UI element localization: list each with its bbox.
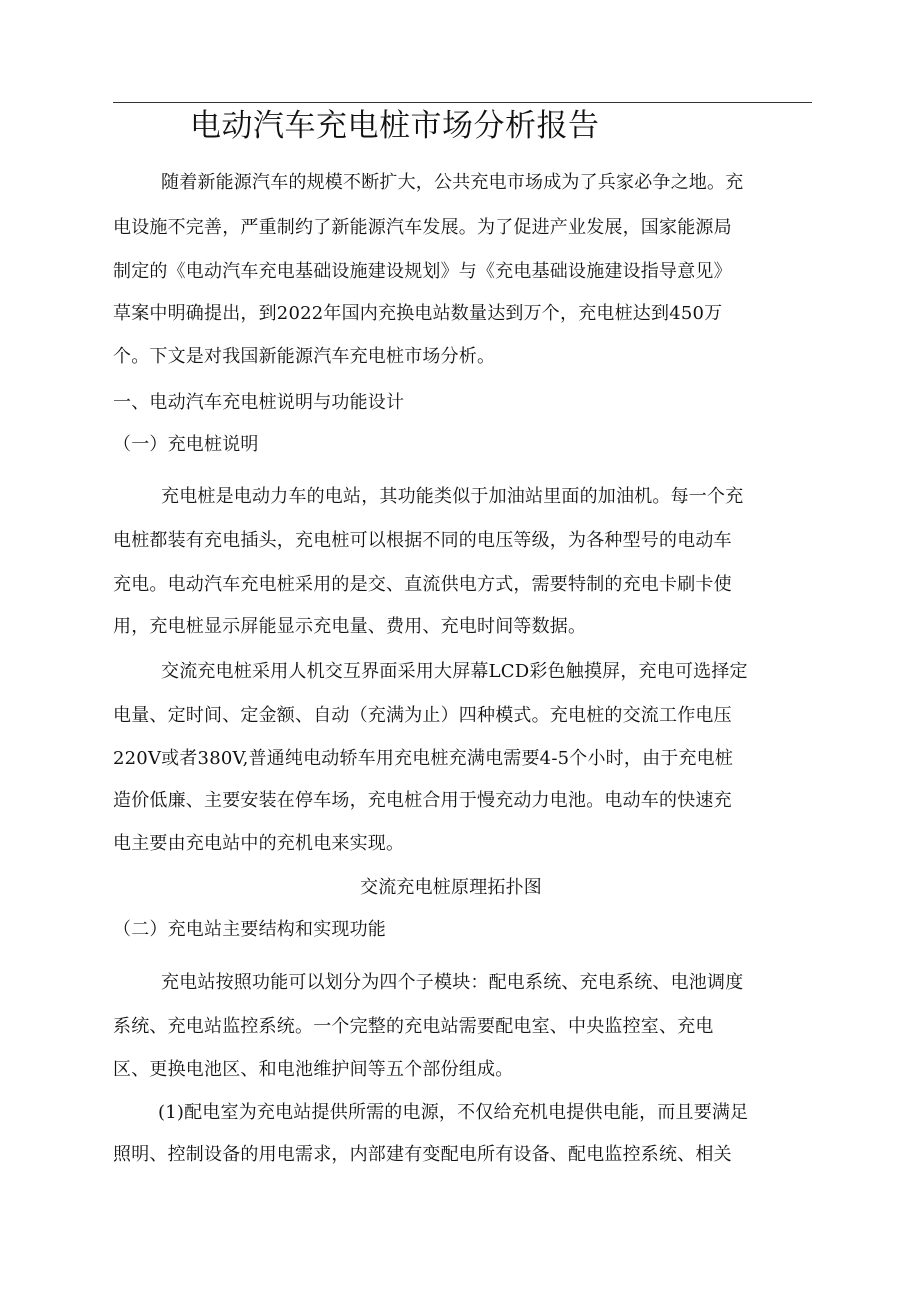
para-line: 电桩都装有充电插头，充电桩可以根据不同的电压等级，为各种型号的电动车	[113, 530, 732, 551]
subsection-heading: （二）充电站主要结构和实现功能	[113, 919, 386, 940]
para-line: 造价低廉、主要安装在停车场，充电桩合用于慢充动力电池。电动车的快速充	[113, 790, 732, 811]
intro-line: 电设施不完善，严重制约了新能源汽车发展。为了促进产业发展，国家能源局	[113, 217, 732, 238]
para-line: 电主要由充电站中的充机电来实现。	[113, 833, 405, 854]
para-line: (1)配电室为充电站提供所需的电源，不仅给充机电提供电能，而且要满足	[158, 1102, 749, 1123]
intro-line: 制定的《电动汽车充电基础设施建设规划》与《充电基础设施建设指导意见》	[113, 261, 732, 282]
para-line: 充电。电动汽车充电桩采用的是交、直流供电方式，需要特制的充电卡刷卡使	[113, 574, 732, 595]
para-line: 充电站按照功能可以划分为四个子模块：配电系统、充电系统、电池调度	[161, 972, 744, 993]
figure-caption: 交流充电桩原理拓扑图	[360, 877, 542, 898]
intro-line: 个。下文是对我国新能源汽车充电桩市场分析。	[113, 346, 496, 367]
para-line: 系统、充电站监控系统。一个完整的充电站需要配电室、中央监控室、充电	[113, 1016, 714, 1037]
subsection-heading: （一）充电桩说明	[113, 434, 259, 455]
section-heading: 一、电动汽车充电桩说明与功能设计	[113, 392, 405, 413]
para-line: 区、更换电池区、和电池维护间等五个部份组成。	[113, 1059, 514, 1080]
header-rule	[113, 102, 812, 103]
document-title: 电动汽车充电桩市场分析报告	[190, 108, 600, 144]
para-line: 照明、控制设备的用电需求，内部建有变配电所有设备、配电监控系统、相关	[113, 1144, 732, 1165]
para-line: 交流充电桩采用人机交互界面采用大屏幕LCD彩色触摸屏，充电可选择定	[161, 661, 748, 682]
intro-line: 草案中明确提出，到2022年国内充换电站数量达到万个，充电桩达到450万	[113, 303, 723, 324]
intro-line: 随着新能源汽车的规模不断扩大，公共充电市场成为了兵家必争之地。充	[161, 172, 744, 193]
para-line: 用，充电桩显示屏能显示充电量、费用、充电时间等数据。	[113, 616, 587, 637]
para-line: 充电桩是电动力车的电站，其功能类似于加油站里面的加油机。每一个充	[161, 486, 744, 507]
para-line: 220V或者380V,普通纯电动轿车用充电桩充满电需要4-5个小时，由于充电桩	[113, 748, 734, 769]
para-line: 电量、定时间、定金额、自动（充满为止）四种模式。充电桩的交流工作电压	[113, 705, 732, 726]
